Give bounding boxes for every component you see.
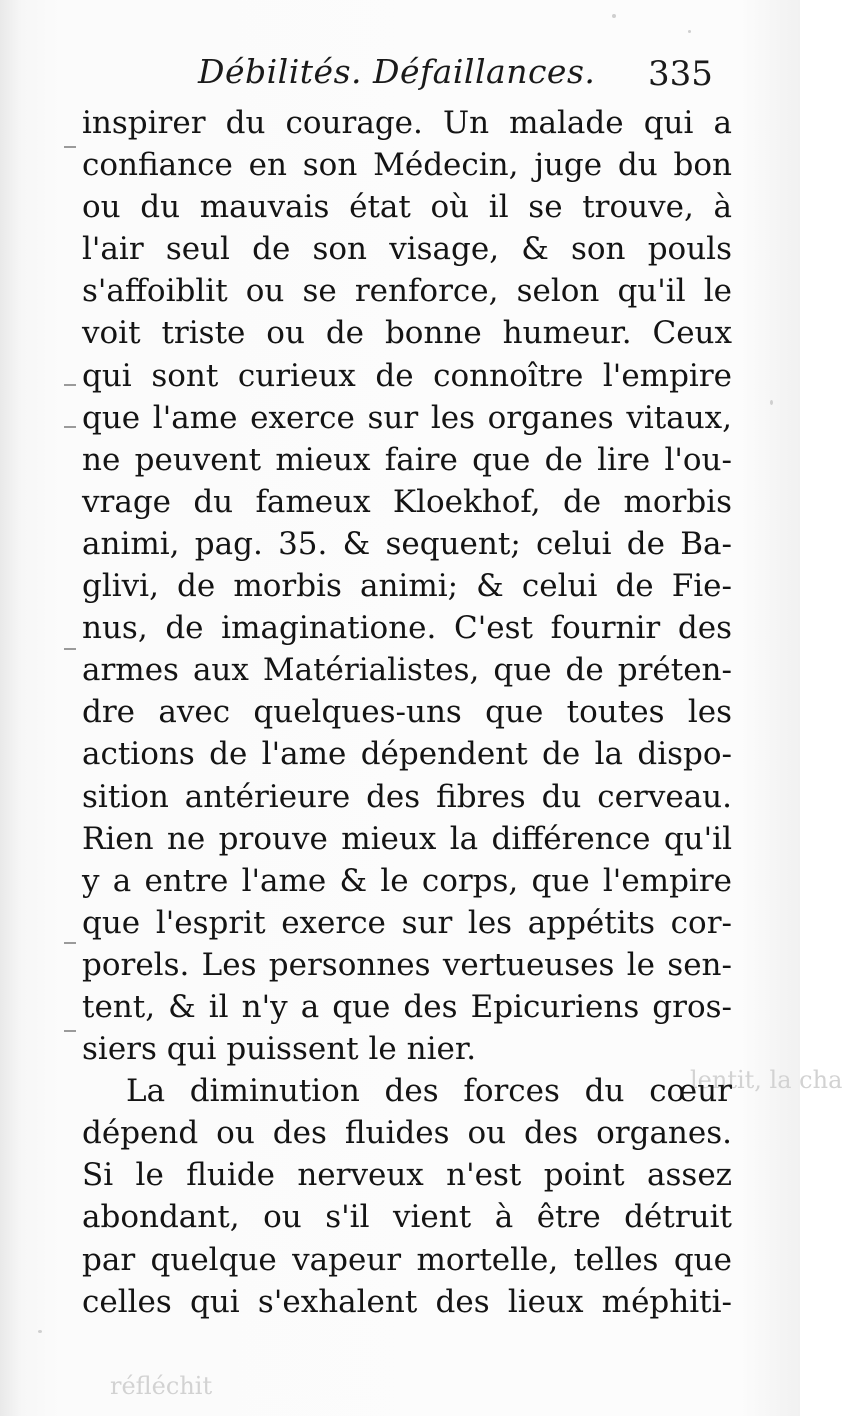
text-line: ne peuvent mieux faire que de lire l'ou- — [82, 441, 732, 478]
text-line: armes aux Matérialistes, que de préten- — [82, 652, 732, 689]
paragraph-last-line: siers qui puissent le nier. — [82, 1031, 477, 1068]
margin-mark — [64, 648, 76, 650]
bleed-through-text: lentit, la cha — [690, 1066, 842, 1094]
text-line: inspirer du courage. Un malade qui a — [82, 105, 732, 141]
text-line: que l'esprit exerce sur les appétits cor- — [82, 904, 732, 941]
paper-speck — [770, 400, 773, 405]
text-line: Rien ne prouve mieux la différence qu'il — [82, 820, 732, 857]
text-line: porels. Les personnes vertueuses le sen- — [82, 946, 732, 983]
text-line: vrage du fameux Kloekhof, de morbis — [82, 483, 732, 520]
text-line: qui sont curieux de connoître l'empire — [82, 357, 732, 394]
body-text — [82, 102, 732, 1323]
text-line: confiance en son Médecin, juge du bon — [82, 147, 732, 184]
text-line: dépend ou des fluides ou des organes. — [82, 1115, 732, 1152]
text-line: dre avec quelques-uns que toutes les — [82, 694, 732, 731]
text-line: tent, & il n'y a que des Epicuriens gros- — [82, 988, 732, 1025]
margin-mark — [64, 942, 76, 944]
paragraph-first-line: La diminution des forces du cœur — [126, 1073, 732, 1110]
margin-mark — [64, 1030, 76, 1032]
text-line: celles qui s'exhalent des lieux méphiti- — [82, 1283, 732, 1320]
paper-speck — [38, 1330, 42, 1333]
text-line: ou du mauvais état où il se trouve, à — [82, 189, 732, 226]
paper-speck — [612, 14, 616, 18]
text-line: abondant, ou s'il vient à être détruit — [82, 1199, 732, 1236]
text-line: actions de l'ame dépendent de la dispo- — [82, 736, 732, 773]
text-line: voit triste ou de bonne humeur. Ceux — [82, 315, 732, 352]
text-line: glivi, de morbis animi; & celui de Fie- — [82, 568, 732, 605]
page-number: 335 — [648, 54, 713, 94]
text-line: nus, de imaginatione. C'est fournir des — [82, 610, 732, 647]
bleed-through-text: réfléchit — [110, 1372, 213, 1400]
text-line: Si le fluide nerveux n'est point assez — [82, 1157, 732, 1194]
text-line: que l'ame exerce sur les organes vitaux, — [82, 399, 732, 436]
paper-speck — [688, 30, 691, 33]
text-line: l'air seul de son visage, & son pouls — [82, 231, 732, 268]
text-line: s'affoiblit ou se renforce, selon qu'il le — [82, 273, 732, 310]
margin-mark — [64, 384, 76, 386]
running-head: Débilités. Défaillances. — [198, 52, 596, 91]
text-line: y a entre l'ame & le corps, que l'empire — [82, 862, 732, 899]
margin-mark — [64, 146, 76, 148]
text-line: sition antérieure des fibres du cerveau. — [82, 778, 732, 815]
page-header — [0, 52, 800, 102]
margin-mark — [64, 426, 76, 428]
text-line: par quelque vapeur mortelle, telles que — [82, 1241, 732, 1278]
text-line: animi, pag. 35. & sequent; celui de Ba- — [82, 525, 732, 562]
